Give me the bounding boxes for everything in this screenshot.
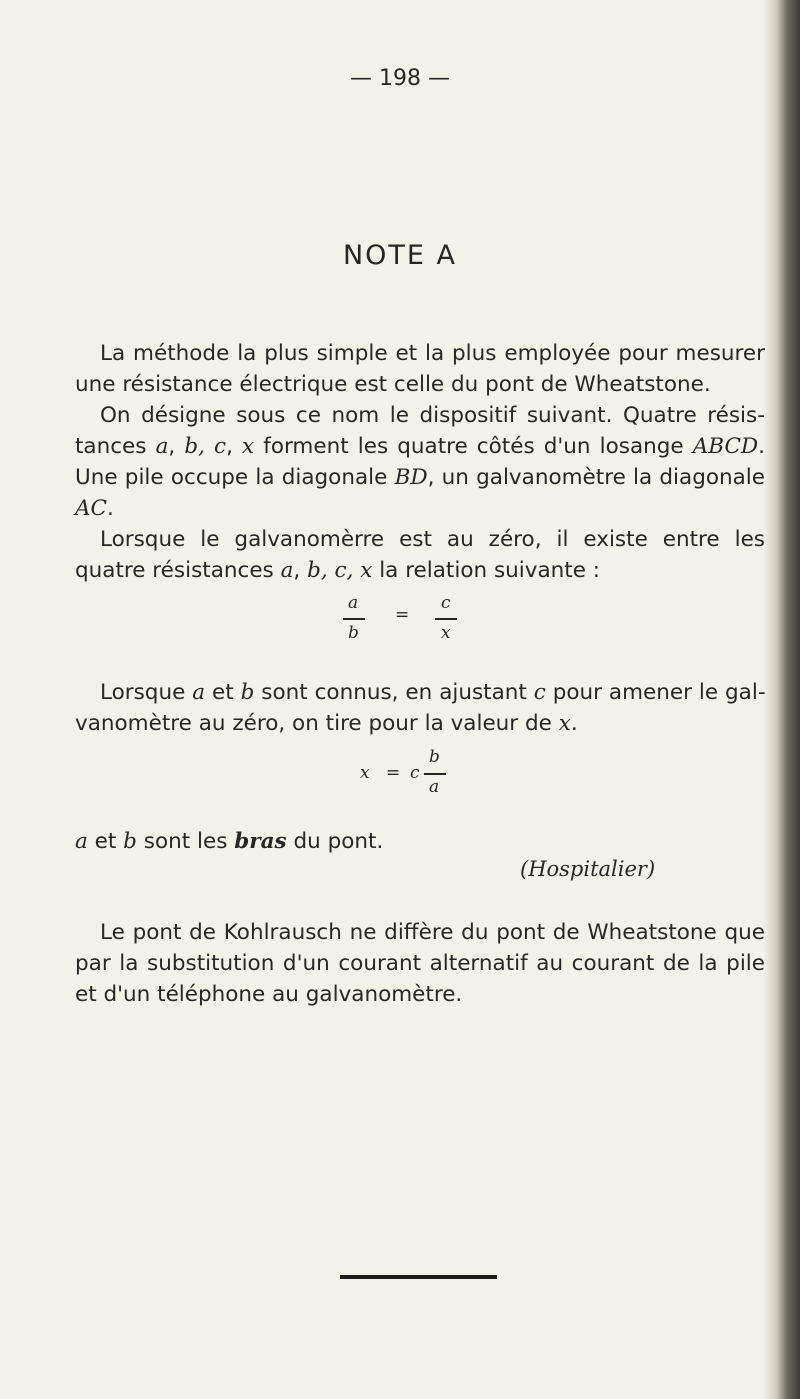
paragraph-2 bbox=[75, 400, 765, 524]
eq2-lhs-x: x bbox=[360, 763, 370, 783]
variable: b, c bbox=[184, 434, 227, 459]
text-run: pour amener le gal- bbox=[545, 680, 765, 705]
paragraph-6-text: Le pont de Kohlrausch ne diffère du pont de Wheatstone que par la substitution d'un courant alternatif au courant de la pile et d'un téléphone au galvanomètre. bbox=[75, 920, 765, 1007]
signature: (Hospitalier) bbox=[520, 857, 656, 881]
text-run: , un galvanomètre la diagonale bbox=[427, 465, 765, 490]
text-run: vanomètre au zéro, on tire pour la valeur de bbox=[75, 711, 559, 736]
text-run: et bbox=[87, 829, 124, 854]
paragraph-1-text: La méthode la plus simple et la plus employée pour mesurer une résistance électrique est celle du pont de Wheatstone. bbox=[75, 341, 765, 397]
text-run: . bbox=[106, 496, 114, 521]
text-run: On désigne sous ce nom le dispositif suivant. Quatre résis- bbox=[100, 403, 765, 428]
emphasis: bras bbox=[234, 829, 287, 854]
text-run: forment les quatre côtés d'un losange bbox=[254, 434, 693, 459]
variable: ABCD bbox=[692, 434, 759, 459]
text-run: Lorsque le galvanomèrre est au zéro, il existe entre les quatre résistances bbox=[75, 527, 765, 583]
variable: a bbox=[280, 558, 294, 583]
eq-equals: = bbox=[395, 605, 410, 625]
text-run: , bbox=[226, 434, 243, 459]
variable: AC bbox=[75, 496, 107, 521]
text-run: . bbox=[758, 434, 765, 459]
text-run: tances bbox=[75, 434, 156, 459]
text-run: . bbox=[570, 711, 578, 736]
end-rule bbox=[340, 1275, 497, 1279]
variable: BD bbox=[394, 465, 428, 490]
text-run: , bbox=[293, 558, 308, 583]
variable: b, c, x bbox=[307, 558, 373, 583]
variable: x bbox=[558, 711, 571, 736]
variable: a bbox=[75, 829, 88, 854]
text-run: , bbox=[168, 434, 185, 459]
eq2-denominator-a: a bbox=[429, 777, 440, 797]
text-run: sont connus, en ajustant bbox=[254, 680, 534, 705]
paragraph-6 bbox=[75, 917, 765, 1010]
eq-denominator-b: b bbox=[348, 623, 359, 643]
eq-denominator-x: x bbox=[441, 623, 451, 643]
paragraph-3 bbox=[75, 524, 765, 586]
variable: b bbox=[123, 829, 137, 854]
eq2-fraction-bar bbox=[424, 773, 446, 775]
paragraph-1 bbox=[75, 338, 765, 400]
variable: a bbox=[192, 680, 206, 705]
variable: a bbox=[155, 434, 169, 459]
eq-numerator-c: c bbox=[441, 593, 451, 613]
page-number: — 198 — bbox=[350, 66, 450, 91]
text-run: du pont. bbox=[286, 829, 384, 854]
text-run: la relation suivante : bbox=[372, 558, 601, 583]
text-run: Une pile occupe la diagonale bbox=[75, 465, 395, 490]
text-run: Lorsque bbox=[100, 680, 193, 705]
page-title: NOTE A bbox=[342, 240, 458, 271]
eq-fraction-bar bbox=[435, 618, 457, 620]
variable: b bbox=[240, 680, 255, 705]
paragraph-4 bbox=[75, 677, 765, 739]
page-edge-shadow bbox=[764, 0, 800, 1399]
text-run: sont les bbox=[136, 829, 235, 854]
text-run: et bbox=[205, 680, 241, 705]
eq2-equals: = bbox=[386, 763, 401, 783]
eq2-c: c bbox=[410, 763, 420, 783]
variable: c bbox=[533, 680, 546, 705]
variable: x bbox=[242, 434, 255, 459]
paragraph-5 bbox=[75, 826, 765, 857]
eq2-numerator-b: b bbox=[429, 747, 440, 767]
eq-numerator-a: a bbox=[348, 593, 359, 613]
eq-fraction-bar bbox=[343, 618, 365, 620]
